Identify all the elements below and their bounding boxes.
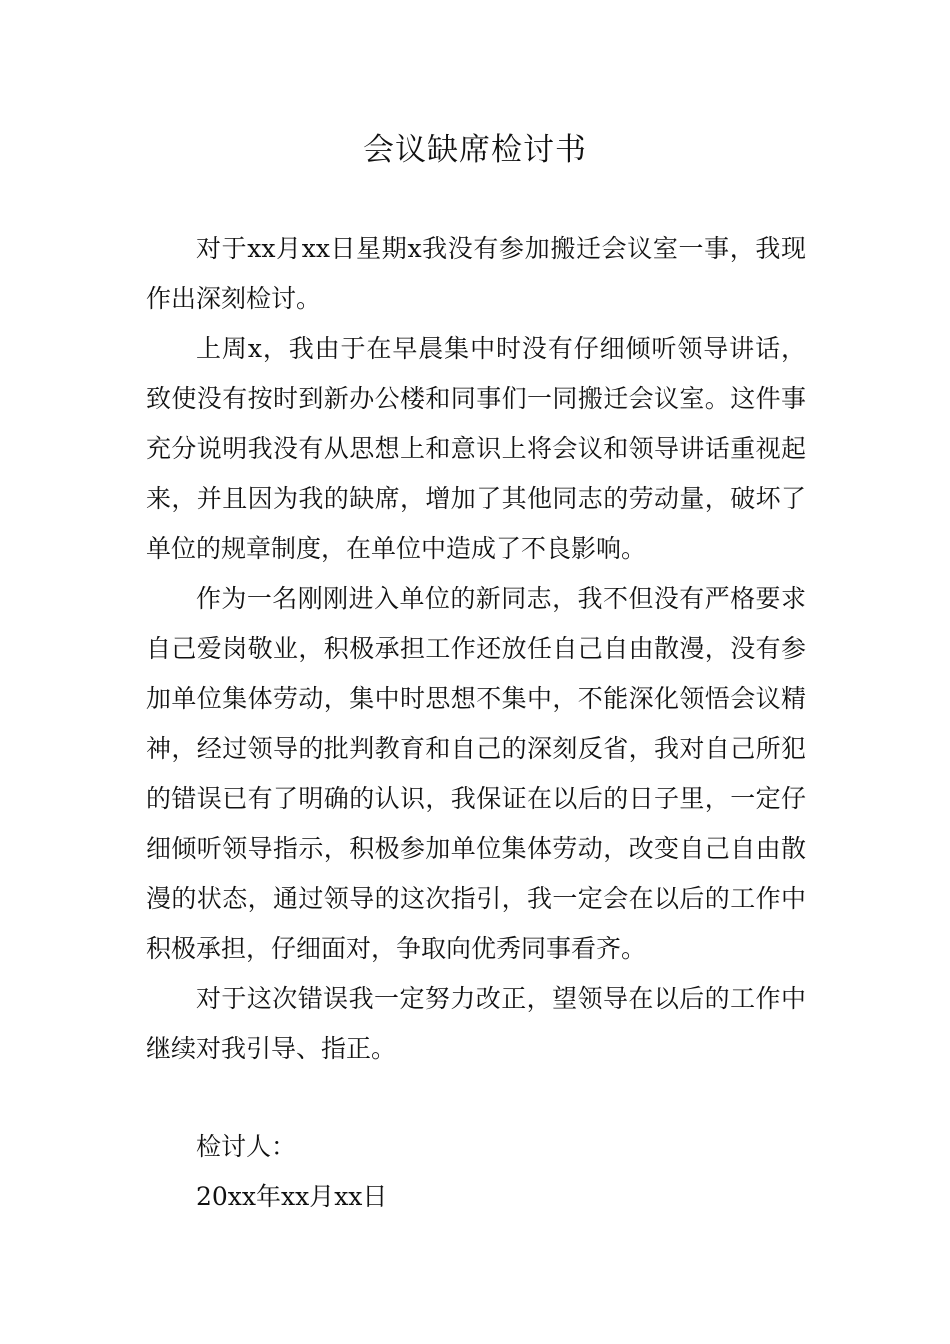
- signature-label: 检讨人：: [196, 1132, 297, 1161]
- paragraph-intro: 对于xx月xx日星期x我没有参加搬迁会议室一事，我现作出深刻检讨。: [146, 234, 806, 313]
- page-title: 会议缺席检讨书: [363, 132, 587, 168]
- paragraph-incident: 上周x，我由于在早晨集中时没有仔细倾听领导讲话，致使没有按时到新办公楼和同事们一同搬迁会议室。这件事充分说明我没有从思想上和意识上将会议和领导讲话重视起来，并且因为我的缺席，增加了其他同志的劳动量，破坏了单位的规章制度，在单位中造成了不良影响。: [146, 334, 806, 563]
- signature-block: [196, 1122, 387, 1222]
- document-body: [146, 224, 806, 1074]
- paragraph-reflection: 作为一名刚刚进入单位的新同志，我不但没有严格要求自己爱岗敬业，积极承担工作还放任自己自由散漫，没有参加单位集体劳动，集中时思想不集中，不能深化领悟会议精神，经过领导的批判教育和自己的深刻反省，我对自己所犯的错误已有了明确的认识，我保证在以后的日子里，一定仔细倾听领导指示，积极参加单位集体劳动，改变自己自由散漫的状态，通过领导的这次指引，我一定会在以后的工作中积极承担，仔细面对，争取向优秀同事看齐。: [146, 584, 806, 963]
- signature-date: 20xx年xx月xx日: [196, 1182, 388, 1211]
- paragraph-commitment: 对于这次错误我一定努力改正，望领导在以后的工作中继续对我引导、指正。: [146, 984, 806, 1063]
